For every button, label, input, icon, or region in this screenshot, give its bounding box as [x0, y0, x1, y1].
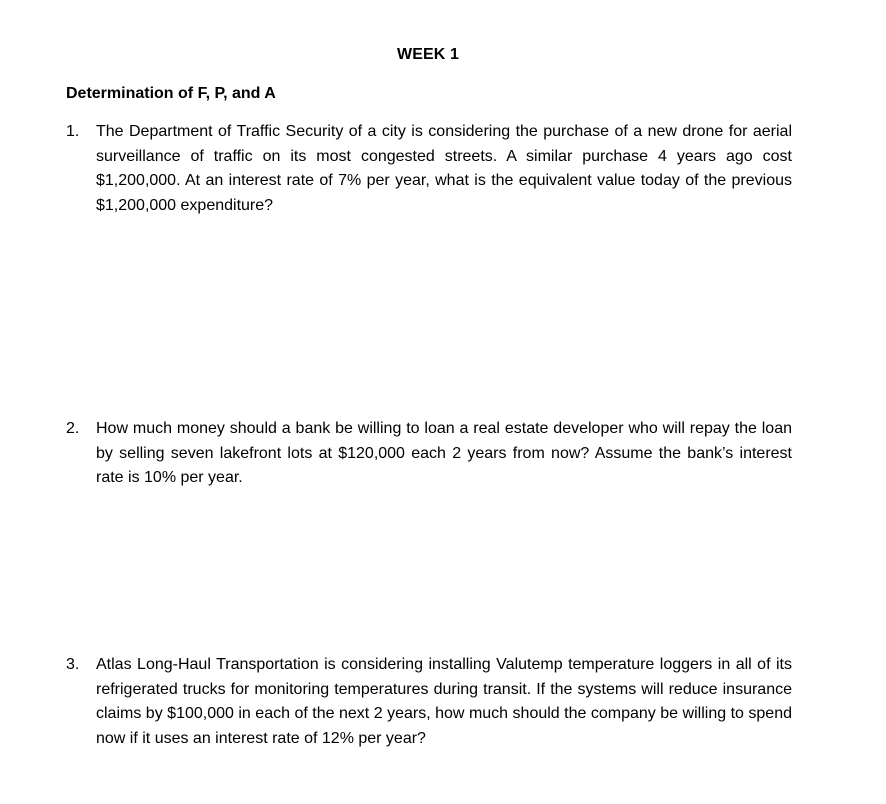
- problem-text: How much money should a bank be willing to loan a real estate developer who will repay the loan by selling seven lakefront lots at $120,000 each 2 years from now? Assume the bank’s interest rate is 10% per year.: [96, 420, 792, 486]
- section-heading: Determination of F, P, and A: [66, 85, 276, 102]
- problem-number: 3.: [66, 656, 80, 673]
- problem-item: [66, 653, 792, 751]
- problem-text: The Department of Traffic Security of a city is considering the purchase of a new drone for aerial surveillance of traffic on its most congested streets. A similar purchase 4 years ago cost $1,200,000. At an interest rate of 7% per year, what is the equivalent value today of the previous $1,200,000 expenditure?: [96, 123, 792, 214]
- problem-item: [66, 120, 792, 218]
- problem-item: [66, 417, 792, 491]
- problem-text: Atlas Long-Haul Transportation is considering installing Valutemp temperature loggers in all of its refrigerated trucks for monitoring temperatures during transit. If the systems will reduce insurance claims by $100,000 in each of the next 2 years, how much should the company be willing to spend now if it uses an interest rate of 12% per year?: [96, 656, 792, 747]
- week-title: WEEK 1: [397, 46, 459, 63]
- problem-number: 1.: [66, 123, 80, 140]
- problem-number: 2.: [66, 420, 80, 437]
